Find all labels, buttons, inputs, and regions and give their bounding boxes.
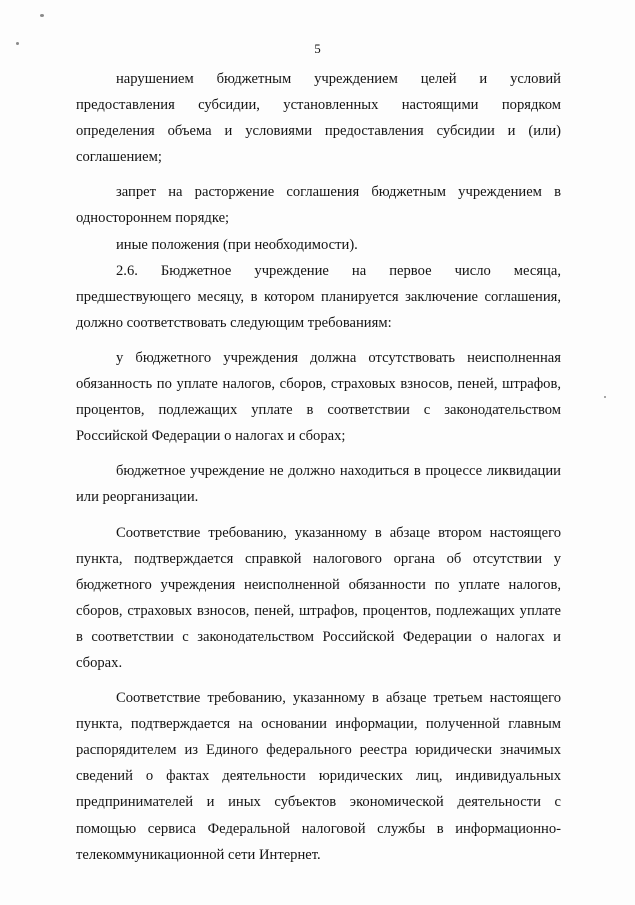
paragraph: иные положения (при необходимости). [116, 236, 358, 253]
scan-speck [40, 14, 44, 17]
paragraph: 2.6. Бюджетное учреждение на первое число месяца, предшествующего месяцу, в котором планируется заключение соглашения, должно соответствовать следующим требованиям: [76, 262, 561, 331]
scan-speck [604, 396, 606, 398]
page-number: 5 [314, 41, 321, 56]
paragraph: у бюджетного учреждения должна отсутствовать неисполненная обязанность по уплате налогов, сборов, страховых взносов, пеней, штрафов, процентов, подлежащих уплате в соответствии с законодательством Российской Федерации о налогах и сборах; [76, 349, 561, 445]
document-body [76, 66, 561, 868]
paragraph: нарушением бюджетным учреждением целей и условий предоставления субсидии, установленных настоящими порядком определения объема и условиями предоставления субсидии и (или) соглашением; [76, 71, 561, 166]
paragraph: Соответствие требованию, указанному в абзаце третьем настоящего пункта, подтверждается на основании информации, полученной главным распорядителем из Единого федерального реестра юридически значимых сведений о фактах деятельности юридических лиц, индивидуальных предпринимателей и иных субъектов экономической деятельности с помощью сервиса Федеральной налоговой службы в информационно-телекоммуникационной сети Интернет. [76, 690, 561, 863]
paragraph: бюджетное учреждение не должно находиться в процессе ликвидации или реорганизации. [76, 463, 561, 506]
paragraph: Соответствие требованию, указанному в абзаце втором настоящего пункта, подтверждается справкой налогового органа об отсутствии у бюджетного учреждения неисполненной обязанности по уплате налогов, сборов, страховых взносов, пеней, штрафов, процентов, подлежащих уплате в соответствии с законодательством Российской Федерации о налогах и сборах. [76, 524, 561, 671]
paragraph: запрет на расторжение соглашения бюджетным учреждением в одностороннем порядке; [76, 184, 561, 227]
